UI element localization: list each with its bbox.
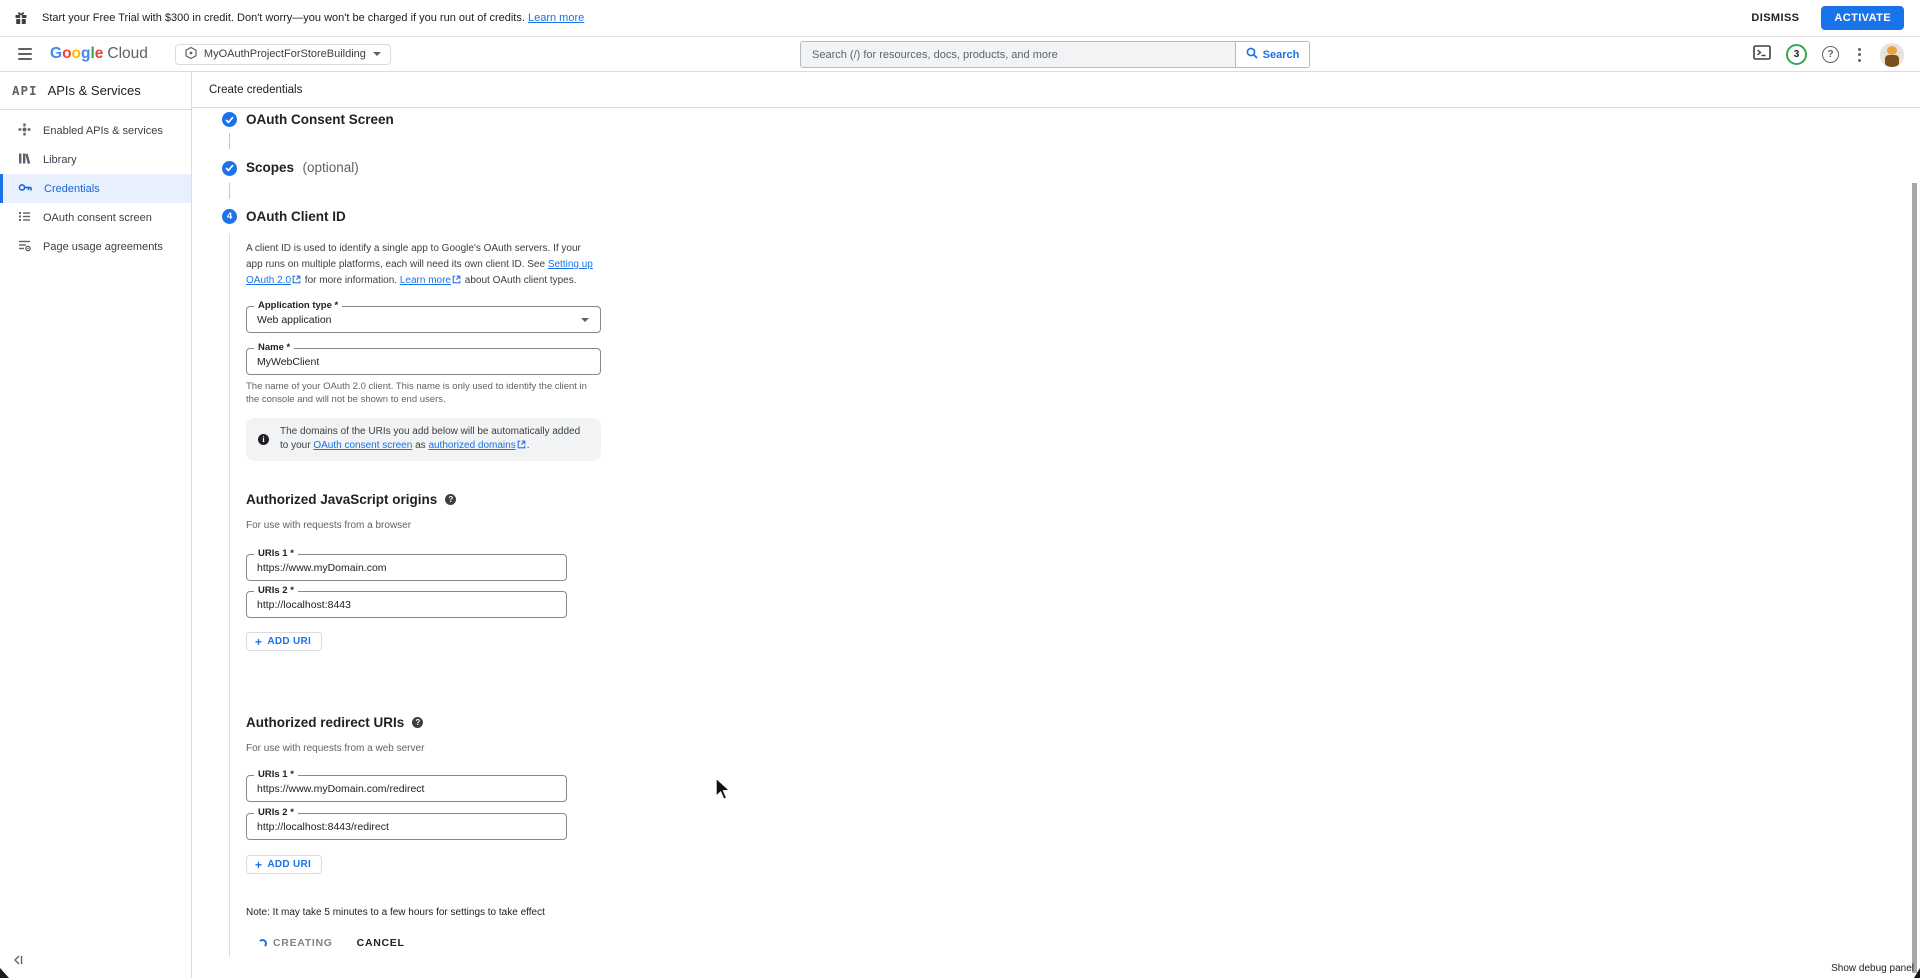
key-icon	[18, 181, 32, 197]
sidebar-header	[0, 72, 191, 110]
chevron-down-icon	[581, 318, 589, 322]
redirect-uri2-input[interactable]	[257, 821, 556, 833]
api-product-icon: API	[12, 83, 38, 98]
external-link-icon	[292, 274, 301, 290]
plus-icon: +	[255, 857, 263, 872]
info-text: as	[412, 440, 429, 451]
external-link-icon	[452, 274, 461, 290]
cloud-shell-icon[interactable]	[1753, 45, 1771, 65]
help-icon[interactable]: ?	[412, 717, 423, 728]
sidebar-item-page-usage[interactable]	[0, 232, 191, 261]
redirect-uris-heading-row	[246, 715, 1912, 730]
main-content	[192, 108, 1912, 978]
help-icon[interactable]: ?	[445, 494, 456, 505]
description-text: A client ID is used to identify a single app to Google's OAuth servers. If your app runs on multiple platforms, each will need its own client ID. See	[246, 243, 581, 270]
add-uri-label: ADD URI	[267, 859, 312, 870]
settings-delay-note: Note: It may take 5 minutes to a few hours for settings to take effect	[246, 907, 545, 918]
page-title: Create credentials	[192, 72, 1920, 108]
gift-icon	[15, 12, 27, 24]
sidebar-nav	[0, 116, 191, 261]
description-text: for more information.	[302, 275, 400, 286]
cancel-button[interactable]: CANCEL	[356, 937, 405, 949]
more-options-icon[interactable]	[1854, 48, 1865, 62]
step-scopes[interactable]	[222, 159, 1912, 177]
domains-info-box	[246, 418, 601, 461]
client-id-description	[246, 241, 598, 290]
sidebar-product-title: APIs & Services	[47, 83, 141, 98]
application-type-select[interactable]	[246, 300, 601, 333]
step-title: OAuth Client ID	[246, 209, 346, 224]
banner-message-text: Start your Free Trial with $300 in credit. Don't worry—you won't be charged if you run out of credits.	[42, 12, 525, 24]
consent-checklist-icon	[18, 210, 31, 226]
plus-icon: +	[255, 634, 263, 649]
info-text: The domains of the URIs you add below will be automatically added to your	[280, 426, 581, 451]
learn-more-link[interactable]: Learn more	[399, 275, 451, 286]
search-bar	[800, 41, 1310, 68]
header-actions	[1753, 37, 1904, 72]
form-actions	[246, 937, 1912, 949]
help-icon[interactable]: ?	[1822, 46, 1839, 63]
activate-button[interactable]: ACTIVATE	[1821, 6, 1904, 30]
info-text: .	[526, 440, 530, 451]
redirect-uri1-input[interactable]	[257, 783, 556, 795]
client-name-field	[246, 342, 601, 375]
client-name-label: Name *	[254, 343, 294, 353]
project-name: MyOAuthProjectForStoreBuilding	[203, 48, 366, 60]
step-check-icon	[222, 161, 237, 176]
application-type-value: Web application	[257, 313, 332, 326]
step-title: OAuth Consent Screen	[246, 112, 394, 127]
domains-info-text	[280, 425, 591, 454]
js-origins-title: Authorized JavaScript origins	[246, 492, 438, 507]
uri1-label: URIs 1 *	[254, 770, 298, 780]
sidebar-item-oauth-consent[interactable]	[0, 203, 191, 232]
sidebar-item-label: Library	[43, 153, 77, 166]
search-icon	[1246, 47, 1258, 62]
setting-up-oauth-link[interactable]: Setting up OAuth 2.0	[246, 259, 593, 286]
step-number-icon	[222, 209, 237, 224]
js-origins-subtitle: For use with requests from a browser	[246, 520, 412, 531]
oauth-client-form	[229, 234, 1912, 957]
client-name-input[interactable]	[257, 356, 590, 368]
step-connector	[229, 183, 230, 199]
search-button-label: Search	[1262, 48, 1300, 61]
search-input[interactable]	[801, 42, 1235, 67]
logo-google: Google	[50, 45, 104, 62]
description-text: about OAuth client types.	[461, 275, 577, 286]
add-origin-uri-button[interactable]	[246, 632, 322, 651]
enabled-apis-icon	[18, 123, 31, 139]
sidebar-item-label: OAuth consent screen	[43, 211, 152, 224]
avatar[interactable]	[1880, 43, 1904, 67]
js-origin-uri1-field	[246, 548, 567, 581]
sidebar-item-label: Enabled APIs & services	[43, 124, 163, 137]
step-number: 4	[226, 211, 233, 222]
sidebar-item-enabled-apis[interactable]	[0, 116, 191, 145]
library-icon	[18, 152, 31, 168]
js-origin-uri2-input[interactable]	[257, 599, 556, 611]
redirect-uris-subtitle: For use with requests from a web server	[246, 743, 425, 754]
redirect-uris-title: Authorized redirect URIs	[246, 715, 405, 730]
js-origin-uri1-input[interactable]	[257, 562, 556, 574]
js-origins-heading-row	[246, 492, 1912, 507]
free-trial-banner	[0, 0, 1920, 37]
project-icon	[185, 47, 197, 62]
vertical-scrollbar[interactable]	[1912, 183, 1917, 973]
authorized-domains-link[interactable]: authorized domains	[428, 440, 516, 451]
sidebar	[0, 72, 192, 978]
step-oauth-consent[interactable]	[222, 112, 1912, 127]
agreements-icon	[18, 239, 31, 255]
sidebar-item-credentials[interactable]	[0, 174, 191, 203]
banner-learn-more-link[interactable]: Learn more	[527, 12, 585, 24]
google-cloud-logo	[50, 45, 148, 63]
chevron-down-icon	[373, 52, 381, 56]
oauth-consent-screen-link[interactable]: OAuth consent screen	[313, 440, 413, 451]
redirect-uri2-field	[246, 807, 567, 840]
add-redirect-uri-button[interactable]	[246, 855, 322, 874]
dismiss-button[interactable]: DISMISS	[1751, 12, 1800, 24]
step-optional-suffix: (optional)	[302, 160, 359, 175]
redirect-uri1-field	[246, 769, 567, 802]
show-debug-panel-link[interactable]: Show debug panel	[1831, 963, 1914, 974]
logo-cloud: Cloud	[107, 45, 148, 62]
sidebar-item-label: Credentials	[44, 182, 100, 195]
step-title: Scopes	[246, 160, 295, 175]
notifications-badge[interactable]: 3	[1786, 44, 1807, 65]
external-link-icon	[517, 440, 526, 454]
banner-message	[42, 12, 584, 24]
step-check-icon	[222, 112, 237, 127]
js-origin-uri2-field	[246, 585, 567, 618]
uri1-label: URIs 1 *	[254, 549, 298, 559]
application-type-label: Application type *	[254, 301, 342, 311]
client-name-helper: The name of your OAuth 2.0 client. This name is only used to identify the client in the console and will not be shown to end users.	[246, 381, 587, 405]
loading-spinner-icon	[258, 939, 267, 948]
collapse-sidebar-icon[interactable]	[12, 952, 23, 970]
step-connector	[229, 133, 230, 149]
info-icon: i	[258, 434, 269, 445]
search-button[interactable]	[1235, 42, 1309, 67]
step-oauth-client-id[interactable]	[222, 209, 1912, 224]
creating-button[interactable]: CREATING	[273, 937, 333, 949]
app-header	[0, 37, 1920, 72]
uri2-label: URIs 2 *	[254, 586, 298, 596]
sidebar-item-library[interactable]	[0, 145, 191, 174]
add-uri-label: ADD URI	[267, 636, 312, 647]
project-selector[interactable]	[175, 44, 391, 65]
hamburger-menu-icon[interactable]	[18, 48, 32, 60]
uri2-label: URIs 2 *	[254, 808, 298, 818]
sidebar-item-label: Page usage agreements	[43, 240, 163, 253]
